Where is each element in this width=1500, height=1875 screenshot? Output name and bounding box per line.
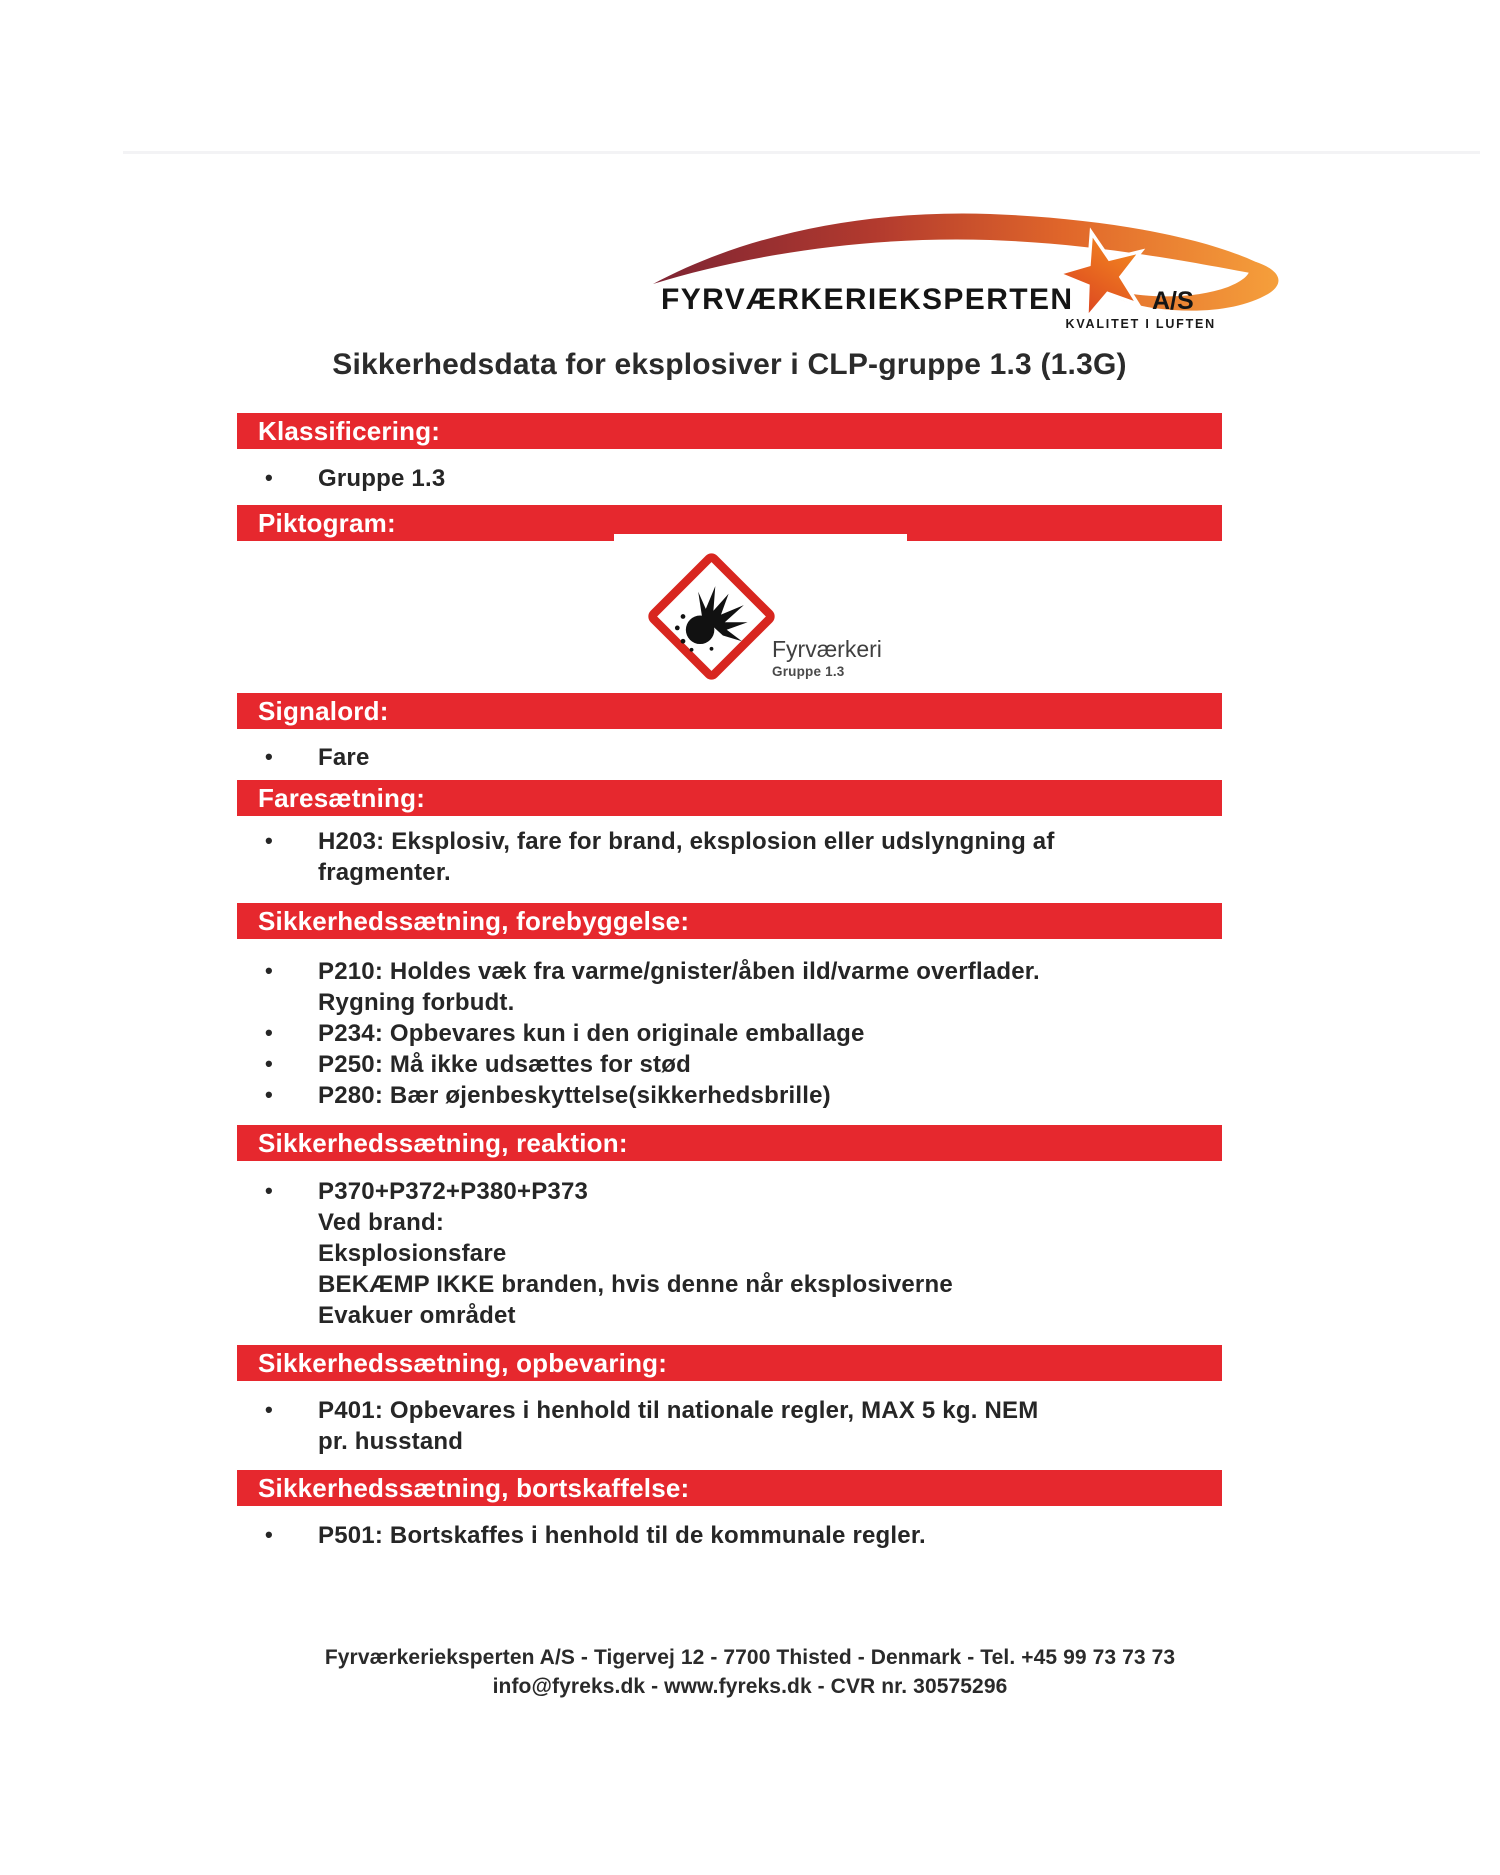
logo-brand-text: FYRVÆRKERIEKSPERTEN [661,283,1073,316]
bullet-marker: • [265,828,273,853]
item-text: P401: Opbevares i henhold til nationale regler, MAX 5 kg. NEM [318,1397,1039,1424]
bullet-marker: • [265,465,273,490]
item-text: P370+P372+P380+P373 [318,1178,589,1205]
bullet-marker: • [265,1020,273,1045]
document-footer [0,1643,1500,1701]
banner-label: Klassificering: [258,415,441,446]
company-logo [540,170,1320,360]
bullet-marker: • [265,1522,273,1547]
banner-label: Sikkerhedssætning, bortskaffelse: [258,1472,690,1503]
banner-label: Faresætning: [258,782,426,813]
bullet-marker: • [265,958,273,983]
bullet-marker: • [265,1397,273,1422]
item-text: Eksplosionsfare [318,1240,507,1267]
item-text: P501: Bortskaffes i henhold til de kommunale regler. [318,1522,926,1549]
bullet-marker: • [265,744,273,769]
section-banner-klassificering [237,413,1222,449]
section-banner-bortskaffelse [237,1470,1222,1506]
bullet-marker: • [265,1051,273,1076]
section-banner-signalord [237,693,1222,729]
footer-address-line: Fyrværkerieksperten A/S - Tigervej 12 - 7700 Thisted - Denmark - Tel. +45 99 73 73 73 [324,1646,1176,1669]
item-text: BEKÆMP IKKE branden, hvis denne når eksplosiverne [318,1271,953,1298]
page-top-divider [123,151,1480,154]
item-text: P210: Holdes væk fra varme/gnister/åben ild/varme overflader. [318,958,1040,985]
section-banner-opbevaring [237,1345,1222,1381]
item-text: H203: Eksplosiv, fare for brand, eksplosion eller udslyngning af [318,828,1055,855]
pictogram-caption: Fyrværkeri [772,636,882,662]
banner-label: Signalord: [258,695,389,726]
pictogram-subcaption: Gruppe 1.3 [772,664,845,679]
scan-artifact-notch [614,534,907,542]
section-banner-forebyggelse [237,903,1222,939]
pictogram-figure [237,541,1222,687]
item-text: Evakuer området [318,1302,516,1329]
item-text: P234: Opbevares kun i den originale emballage [318,1020,865,1047]
logo-tagline-text: KVALITET I LUFTEN [1065,317,1216,331]
list-item [237,1520,1222,1551]
footer-contact-line: info@fyreks.dk - www.fyreks.dk - CVR nr. 30575296 [492,1675,1008,1698]
item-text: Fare [318,744,370,771]
list-item [237,1018,1222,1049]
list-item [237,1080,1222,1111]
item-text: P280: Bær øjenbeskyttelse(sikkerhedsbrille) [318,1082,831,1109]
bullet-marker: • [265,1178,273,1203]
logo-suffix-text: A/S [1152,287,1194,315]
prevention-list [237,956,1222,1111]
item-text: pr. husstand [318,1428,464,1455]
item-text: Rygning forbudt. [318,989,515,1016]
banner-label: Sikkerhedssætning, forebyggelse: [258,905,690,936]
item-text: P250: Må ikke udsættes for stød [318,1051,691,1078]
list-item [237,742,1222,773]
bullet-marker: • [265,1082,273,1107]
list-item [237,1395,1222,1457]
banner-label: Sikkerhedssætning, reaktion: [258,1127,628,1158]
explosive-pictogram-icon [645,550,778,683]
list-item [237,463,1222,494]
logo-graphic [540,170,1320,360]
item-text: Ved brand: [318,1209,445,1236]
list-item [237,1049,1222,1080]
section-banner-reaktion [237,1125,1222,1161]
list-item [237,1176,1222,1331]
section-banner-faresaetning [237,780,1222,816]
page-title: Sikkerhedsdata for eksplosiver i CLP-gruppe 1.3 (1.3G) [332,348,1127,381]
item-text: Gruppe 1.3 [318,465,446,492]
content-column [237,413,1222,1551]
banner-label: Piktogram: [258,507,396,538]
item-text: fragmenter. [318,859,451,886]
banner-label: Sikkerhedssætning, opbevaring: [258,1347,668,1378]
list-item [237,826,1222,888]
list-item [237,956,1222,1018]
